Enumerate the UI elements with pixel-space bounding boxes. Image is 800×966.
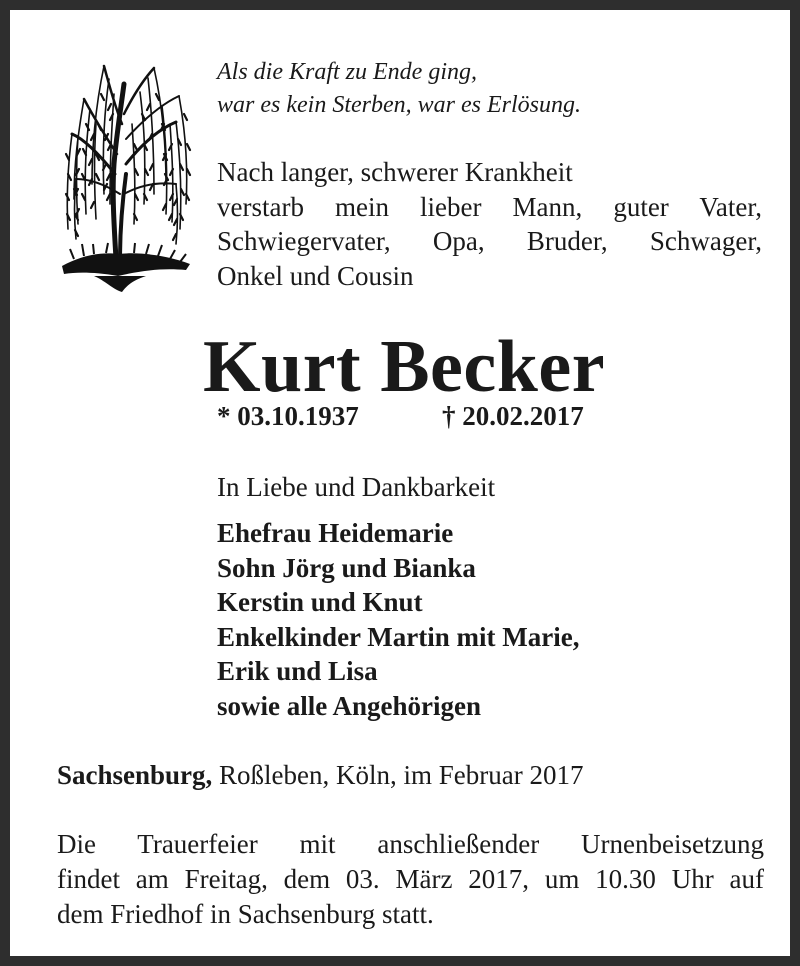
mourners-list (217, 516, 579, 723)
intro-line: verstarb mein lieber Mann, guter Vater, (217, 191, 762, 222)
mourners-intro: In Liebe und Dankbarkeit (217, 472, 496, 502)
mourner-line: sowie alle Angehörigen (217, 690, 481, 721)
intro-line: Schwiegervater, Opa, Bruder, Schwager, (217, 226, 762, 256)
motto-line: war es kein Sterben, war es Erlösung. (217, 92, 581, 118)
service-line: findet am Freitag, dem 03. März 2017, um 10.30 Uhr auf (57, 864, 764, 894)
mourner-line: Erik und Lisa (217, 656, 378, 686)
mourner-line: Ehefrau Heidemarie (217, 518, 454, 548)
birth-date: * 03.10.1937 (217, 401, 359, 431)
weeping-willow-tree-icon (54, 54, 194, 294)
deceased-name: Kurt Becker (203, 326, 606, 408)
place-rest: Roßleben, Köln, im Februar 2017 (212, 760, 584, 790)
intro-line: Nach langer, schwerer Krankheit (217, 157, 573, 187)
service-line: Die Trauerfeier mit anschließender Urnenbeisetzung (57, 829, 764, 859)
death-date: † 20.02.2017 (442, 401, 584, 431)
intro-text (217, 155, 762, 293)
funeral-service-info (57, 827, 764, 932)
service-line: dem Friedhof in Sachsenburg statt. (57, 899, 434, 929)
mourner-line: Sohn Jörg und Bianka (217, 552, 476, 583)
place-date-line (57, 758, 584, 792)
motto-line: Als die Kraft zu Ende ging, (217, 59, 477, 85)
motto-verse (217, 56, 581, 122)
mourner-line: Kerstin und Knut (217, 587, 423, 617)
mourner-line: Enkelkinder Martin mit Marie, (217, 621, 580, 652)
place-town: Sachsenburg, (57, 760, 213, 790)
intro-line: Onkel und Cousin (217, 260, 414, 291)
